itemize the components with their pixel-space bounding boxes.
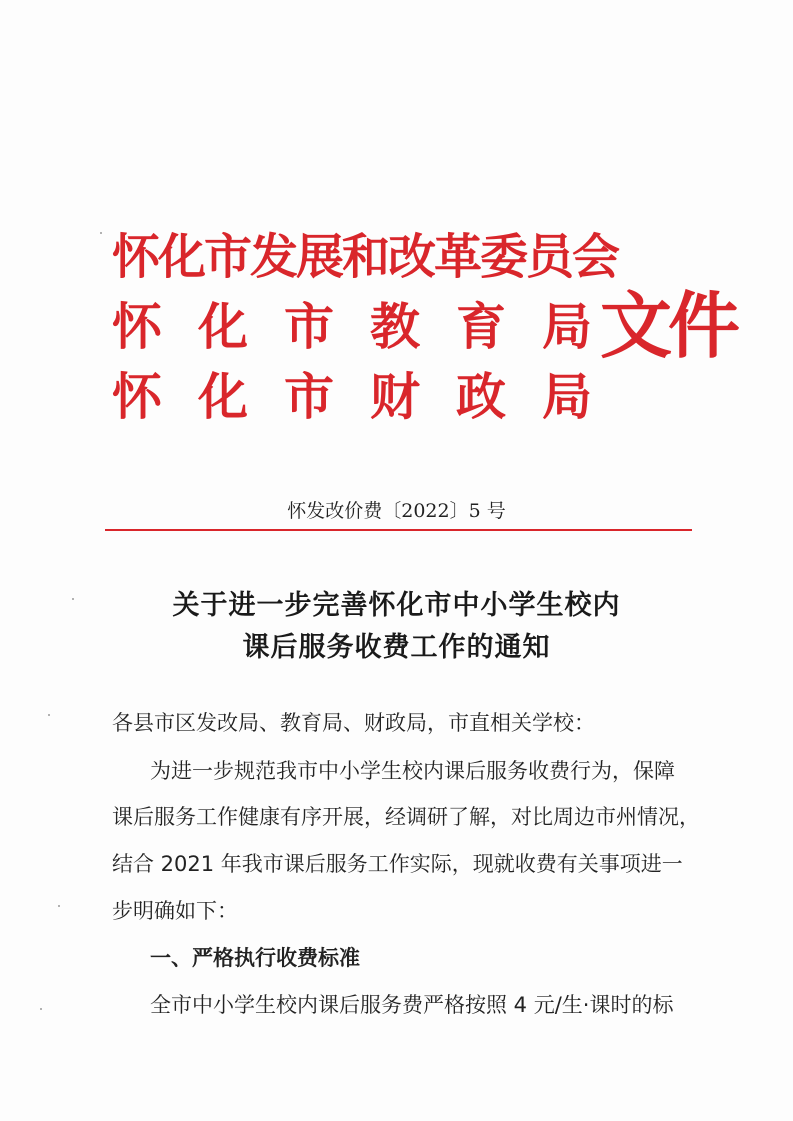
scan-speck [100, 232, 102, 234]
org-char: 政 [456, 367, 506, 426]
notice-title-line-1: 关于进一步完善怀化市中小学生校内 [172, 590, 621, 621]
org-char: 财 [370, 367, 420, 426]
org-char: 育 [456, 297, 506, 356]
salutation: 各县市区发改局、教育局、财政局，市直相关学校： [112, 711, 595, 735]
org-char: 局 [542, 297, 592, 356]
red-divider [105, 529, 692, 531]
org-line-1 [112, 222, 619, 292]
paragraph-line: 课后服务工作健康有序开展，经调研了解，对比周边市州情况， [112, 805, 700, 829]
org-char: 市 [284, 297, 334, 356]
org-line-3 [112, 362, 592, 432]
org-name-development-reform: 怀化市发展和改革委员会 [112, 229, 619, 285]
org-char: 化 [198, 367, 248, 426]
paragraph-line: 步明确如下： [112, 899, 238, 923]
notice-title-line-2: 课后服务收费工作的通知 [242, 632, 551, 663]
document-label: 文件 [600, 283, 737, 368]
document-number: 怀发改价费〔2022〕5 号 [287, 500, 506, 522]
scan-speck [72, 598, 74, 600]
org-char: 怀 [112, 297, 162, 356]
scan-speck [40, 1008, 42, 1010]
scan-speck [58, 905, 60, 907]
org-char: 市 [284, 367, 334, 426]
section-heading-1: 一、严格执行收费标准 [150, 946, 360, 970]
paragraph-line: 为进一步规范我市中小学生校内课后服务收费行为，保障 [150, 759, 675, 783]
paragraph-line: 结合 2021 年我市课后服务工作实际，现就收费有关事项进一 [112, 852, 683, 876]
scan-speck [48, 714, 50, 716]
org-char: 局 [542, 367, 592, 426]
org-line-2 [112, 292, 592, 362]
issuing-organizations [112, 222, 619, 432]
org-char: 教 [370, 297, 420, 356]
org-char: 化 [198, 297, 248, 356]
section-1-text: 全市中小学生校内课后服务费严格按照 4 元/生·课时的标 [150, 993, 674, 1017]
org-char: 怀 [112, 367, 162, 426]
